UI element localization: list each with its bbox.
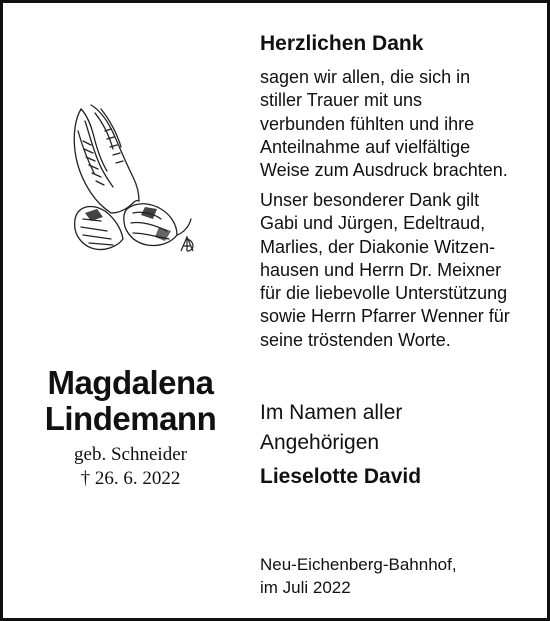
text-line: Anteilnahme auf vielfältige xyxy=(260,136,471,157)
text-line: hausen und Herrn Dr. Meixner xyxy=(260,259,502,280)
text-line: verbunden fühlten und ihre xyxy=(260,113,475,134)
text-line: Unser besonderer Dank gilt xyxy=(260,190,480,210)
text-line: Weise zum Ausdruck brachten. xyxy=(260,160,508,181)
signer-name: Lieselotte David xyxy=(260,465,422,488)
death-date: † 26. 6. 2022 xyxy=(80,468,181,489)
thanks-paragraph-1 xyxy=(260,66,545,182)
birth-name: geb. Schneider xyxy=(74,444,187,465)
date-line: im Juli 2022 xyxy=(260,578,351,597)
monogram-mark xyxy=(181,237,193,251)
place-line: Neu-Eichenberg-Bahnhof, xyxy=(260,555,457,574)
text-line: Gabi und Jürgen, Edeltraud, xyxy=(260,213,486,234)
thanks-panel xyxy=(260,3,545,618)
praying-hands-icon xyxy=(61,101,203,259)
signature-line-2: Angehörigen xyxy=(260,431,380,454)
thanks-paragraph-2 xyxy=(260,189,545,352)
text-line: Marlies, der Diakonie Witzen- xyxy=(260,236,496,257)
text-line: für die liebevolle Unterstützung xyxy=(260,283,508,304)
text-line: sowie Herrn Pfarrer Wenner für xyxy=(260,306,510,327)
deceased-panel xyxy=(3,3,258,618)
text-line: sagen wir allen, die sich in xyxy=(260,67,471,87)
text-line: seine tröstenden Worte. xyxy=(260,329,451,350)
thanks-heading: Herzlichen Dank xyxy=(260,32,424,55)
signature-line-1: Im Namen aller xyxy=(260,401,403,424)
text-line: stiller Trauer mit uns xyxy=(260,90,423,111)
deceased-first-name: Magdalena xyxy=(47,364,214,401)
deceased-last-name: Lindemann xyxy=(44,400,217,437)
